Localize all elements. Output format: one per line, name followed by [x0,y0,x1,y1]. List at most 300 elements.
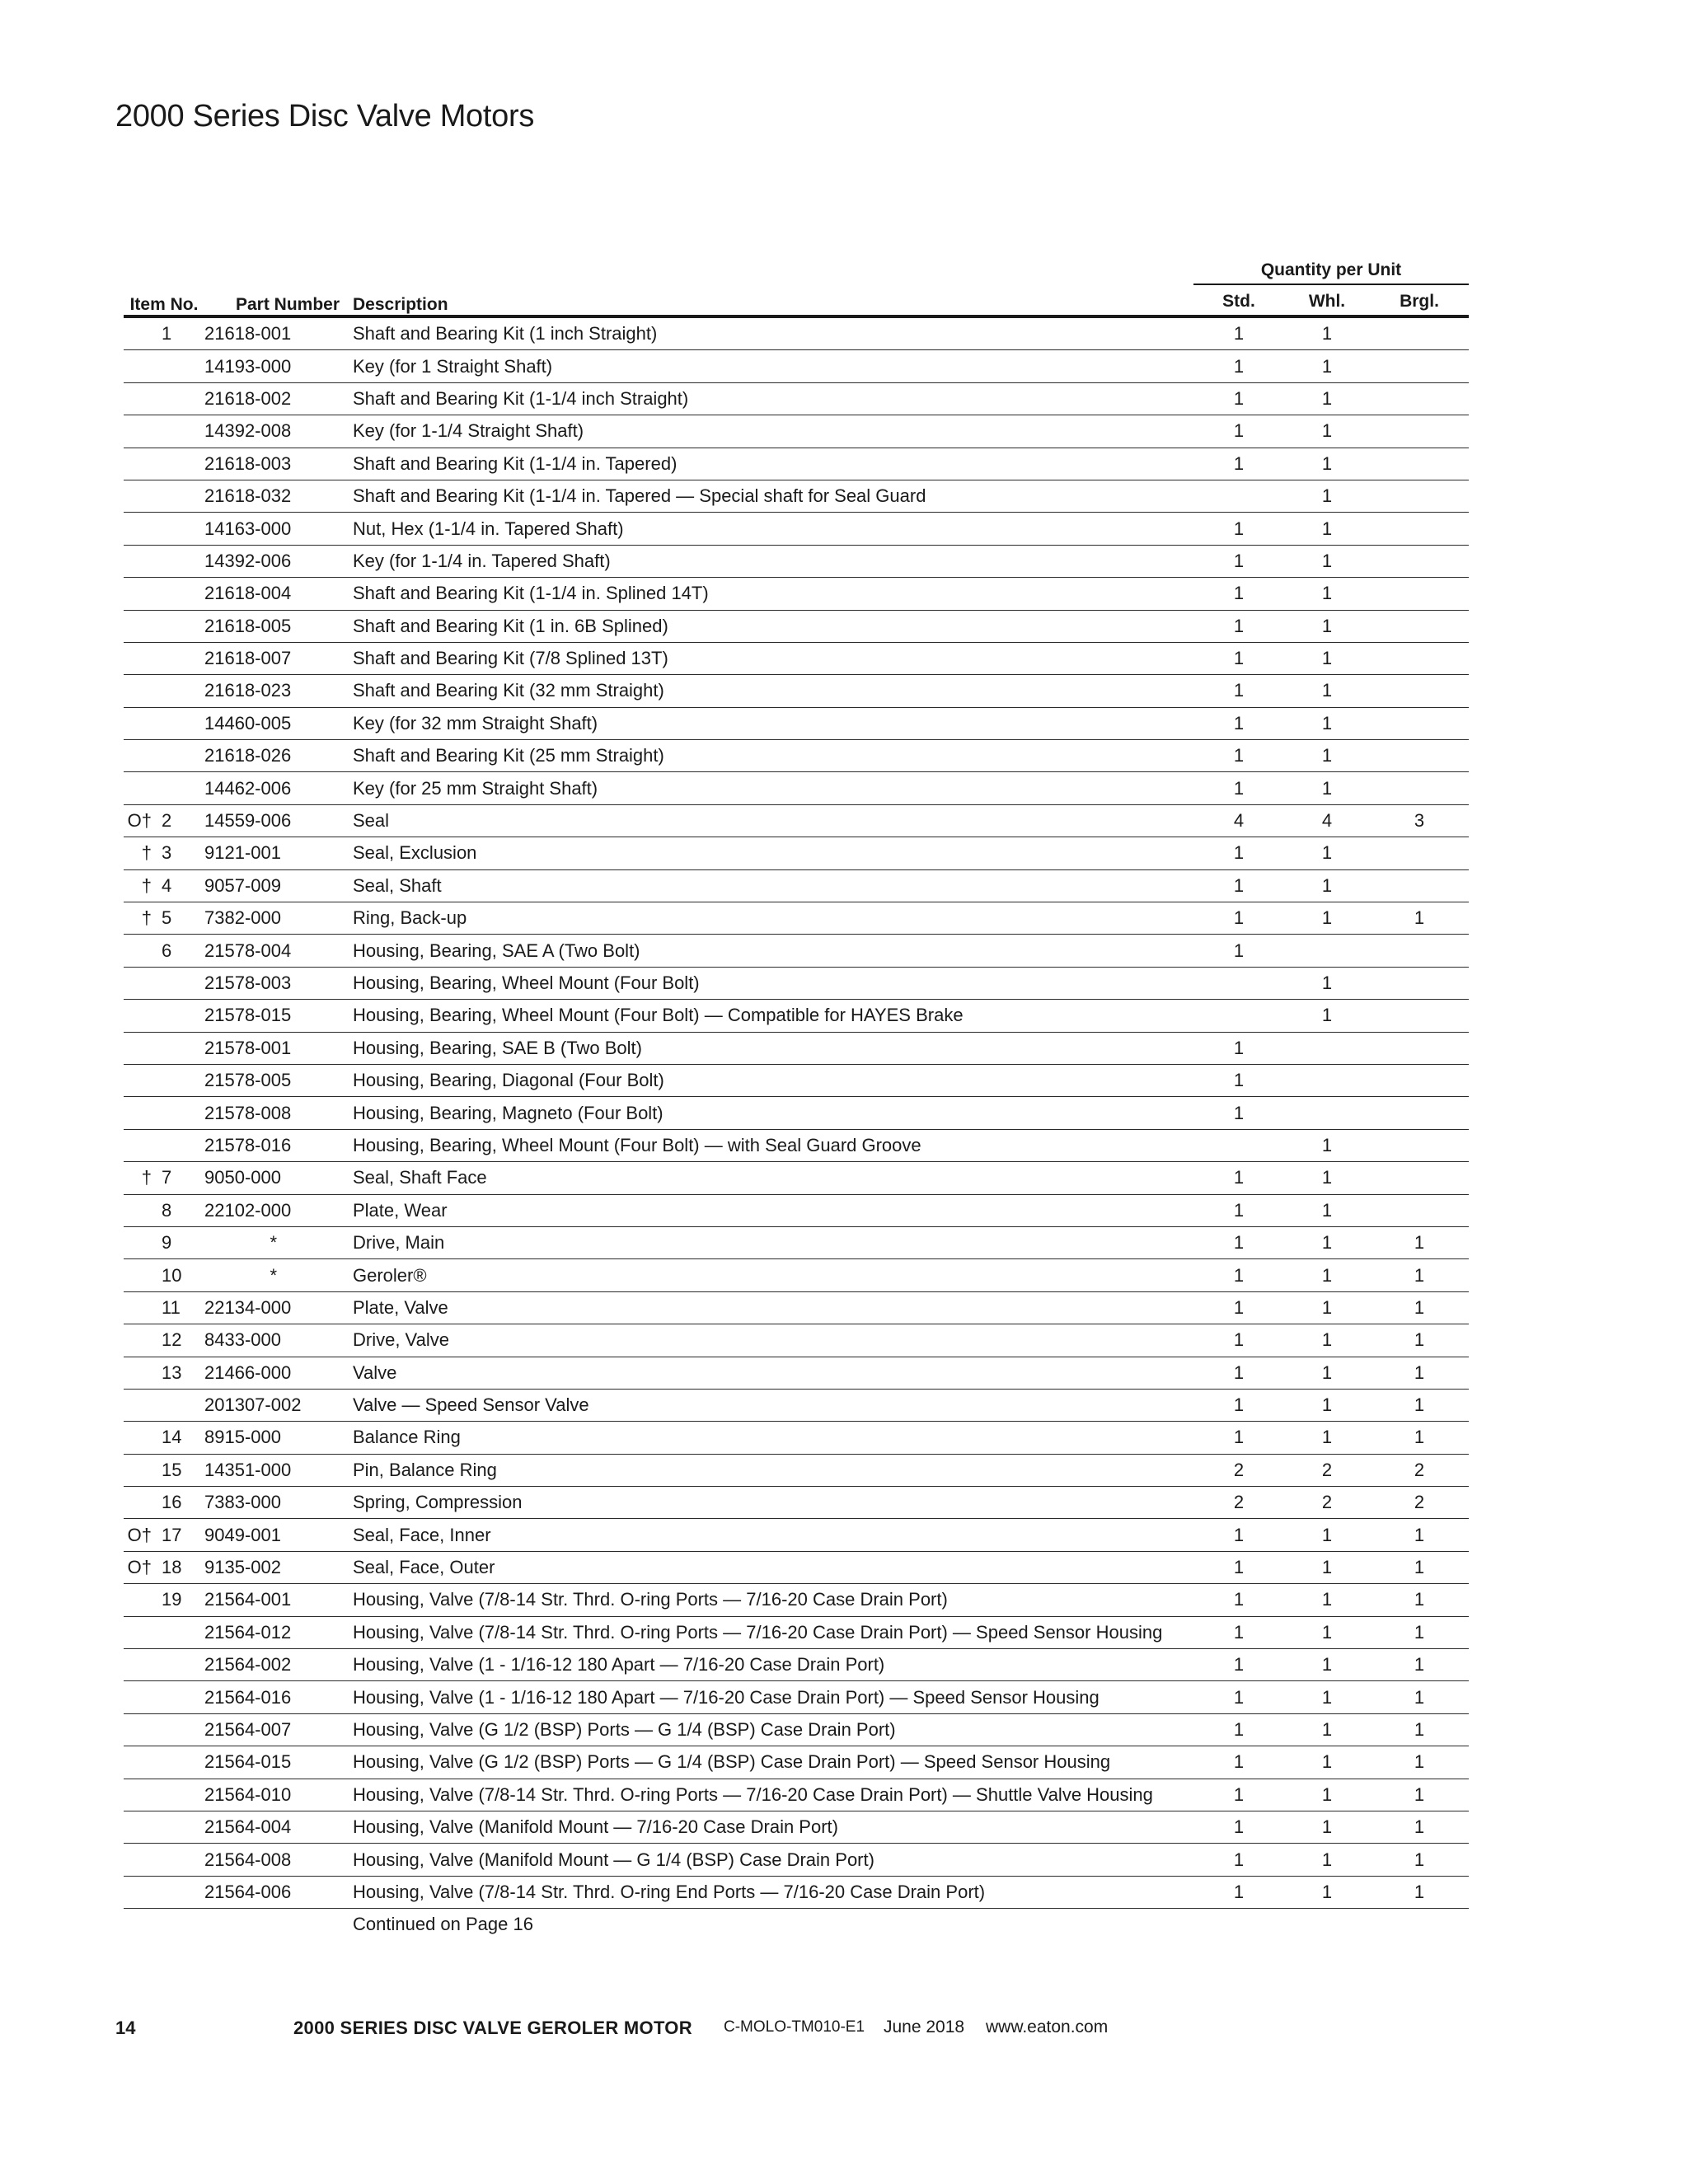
qty-whl: 1 [1284,1811,1370,1843]
part-number: 201307-002 [204,1389,346,1421]
footnote-mark [124,578,157,610]
qty-whl: 2 [1284,1454,1370,1486]
table-row [124,1584,1469,1616]
footnote-mark: O† [124,804,157,837]
footnote-mark [124,1032,157,1064]
table-row [124,967,1469,999]
item-number [157,1713,204,1746]
qty-brgl [1370,740,1469,772]
item-number: 12 [157,1324,204,1357]
footnote-mark: † [124,869,157,902]
qty-brgl [1370,382,1469,415]
qty-std: 1 [1193,545,1284,577]
qty-whl: 1 [1284,1551,1370,1583]
continued-note: Continued on Page 16 [353,1914,533,1935]
table-row [124,1129,1469,1161]
qty-std: 2 [1193,1487,1284,1519]
qty-brgl: 1 [1370,1324,1469,1357]
description: Key (for 1 Straight Shaft) [346,350,1193,382]
footnote-mark [124,415,157,448]
qty-brgl: 1 [1370,1811,1469,1843]
part-number: 21564-006 [204,1876,346,1908]
qty-whl: 1 [1284,545,1370,577]
qty-std: 1 [1193,1324,1284,1357]
qty-whl: 1 [1284,1162,1370,1194]
footnote-mark [124,1194,157,1226]
document-title: 2000 SERIES DISC VALVE GEROLER MOTOR [293,2018,692,2038]
header-item-no: Item No. [129,295,199,314]
item-number: 3 [157,837,204,869]
qty-std: 1 [1193,935,1284,967]
document-date: June 2018 [884,2018,965,2036]
item-number [157,382,204,415]
qty-std: 1 [1193,1162,1284,1194]
qty-whl: 1 [1284,1649,1370,1681]
qty-brgl [1370,967,1469,999]
description: Ring, Back-up [346,902,1193,935]
qty-brgl [1370,513,1469,545]
qty-brgl [1370,837,1469,869]
footnote-mark [124,1324,157,1357]
footnote-mark: † [124,1162,157,1194]
item-number [157,350,204,382]
description: Shaft and Bearing Kit (32 mm Straight) [346,675,1193,707]
item-number [157,1389,204,1421]
qty-std: 1 [1193,1389,1284,1421]
description: Geroler® [346,1259,1193,1291]
qty-std: 1 [1193,1194,1284,1226]
footnote-mark [124,1811,157,1843]
qty-std: 1 [1193,1779,1284,1811]
part-number: 21578-015 [204,1000,346,1032]
description: Shaft and Bearing Kit (1-1/4 in. Tapered — Special shaft for Seal Guard [346,480,1193,512]
table-row [124,1324,1469,1357]
table-row [124,1487,1469,1519]
qty-std: 1 [1193,1681,1284,1713]
footnote-mark [124,1389,157,1421]
qty-whl: 1 [1284,1357,1370,1389]
description: Key (for 32 mm Straight Shaft) [346,707,1193,739]
item-number: 13 [157,1357,204,1389]
footnote-mark [124,675,157,707]
qty-brgl: 1 [1370,1876,1469,1908]
qty-std: 1 [1193,1876,1284,1908]
part-number: 21564-015 [204,1746,346,1779]
item-number: 5 [157,902,204,935]
description: Housing, Valve (7/8-14 Str. Thrd. O-ring Ports — 7/16-20 Case Drain Port) — Shuttle Valve Housing [346,1779,1193,1811]
description: Shaft and Bearing Kit (1-1/4 in. Splined 14T) [346,578,1193,610]
qty-brgl [1370,1162,1469,1194]
qty-std: 1 [1193,740,1284,772]
description: Housing, Bearing, Wheel Mount (Four Bolt) [346,967,1193,999]
item-number [157,610,204,642]
item-number [157,1097,204,1129]
qty-whl: 1 [1284,1779,1370,1811]
table-row [124,1519,1469,1551]
qty-brgl [1370,642,1469,674]
item-number [157,1746,204,1779]
description: Pin, Balance Ring [346,1454,1193,1486]
table-row [124,1226,1469,1258]
description: Seal, Shaft Face [346,1162,1193,1194]
table-row [124,837,1469,869]
part-number: 21564-016 [204,1681,346,1713]
qty-brgl [1370,1129,1469,1161]
item-number: 7 [157,1162,204,1194]
footnote-mark [124,1616,157,1648]
qty-whl: 1 [1284,902,1370,935]
table-row [124,707,1469,739]
qty-brgl: 1 [1370,1844,1469,1876]
qty-std: 1 [1193,448,1284,480]
qty-std: 1 [1193,382,1284,415]
qty-whl: 4 [1284,804,1370,837]
description: Seal, Shaft [346,869,1193,902]
description: Nut, Hex (1-1/4 in. Tapered Shaft) [346,513,1193,545]
footnote-mark [124,1422,157,1454]
description: Spring, Compression [346,1487,1193,1519]
qty-brgl [1370,1032,1469,1064]
item-number [157,1779,204,1811]
footnote-mark: † [124,837,157,869]
footnote-mark [124,1129,157,1161]
footnote-mark [124,1291,157,1324]
table-row [124,448,1469,480]
item-number [157,967,204,999]
description: Housing, Valve (1 - 1/16-12 180 Apart — 7/16-20 Case Drain Port) — Speed Sensor Housing [346,1681,1193,1713]
table-row [124,1551,1469,1583]
footnote-mark [124,1779,157,1811]
item-number: 18 [157,1551,204,1583]
description: Drive, Main [346,1226,1193,1258]
part-number: 21618-004 [204,578,346,610]
qty-whl: 1 [1284,837,1370,869]
qty-whl [1284,1064,1370,1096]
part-number: 21466-000 [204,1357,346,1389]
qty-std: 1 [1193,1032,1284,1064]
description: Shaft and Bearing Kit (1-1/4 in. Tapered) [346,448,1193,480]
footnote-mark [124,350,157,382]
qty-whl: 1 [1284,513,1370,545]
description: Plate, Valve [346,1291,1193,1324]
table-row [124,804,1469,837]
qty-std: 1 [1193,578,1284,610]
qty-std: 1 [1193,1291,1284,1324]
qty-brgl: 1 [1370,1389,1469,1421]
part-number: 21618-003 [204,448,346,480]
part-number: 21578-005 [204,1064,346,1096]
item-number [157,772,204,804]
part-number: 9135-002 [204,1551,346,1583]
qty-brgl: 1 [1370,1779,1469,1811]
header-brgl: Brgl. [1400,292,1439,311]
qty-brgl [1370,935,1469,967]
footnote-mark [124,545,157,577]
table-row [124,1259,1469,1291]
qty-std: 1 [1193,350,1284,382]
description: Housing, Valve (G 1/2 (BSP) Ports — G 1/4 (BSP) Case Drain Port) [346,1713,1193,1746]
item-number: 14 [157,1422,204,1454]
continued-row [124,1909,1469,1941]
part-number: 14193-000 [204,350,346,382]
qty-whl: 1 [1284,1616,1370,1648]
qty-whl: 1 [1284,1226,1370,1258]
description: Housing, Valve (G 1/2 (BSP) Ports — G 1/4 (BSP) Case Drain Port) — Speed Sensor Housing [346,1746,1193,1779]
description: Drive, Valve [346,1324,1193,1357]
qty-brgl: 1 [1370,1291,1469,1324]
footnote-mark [124,1097,157,1129]
qty-whl: 1 [1284,316,1370,350]
item-number [157,707,204,739]
part-number: 21618-023 [204,675,346,707]
part-number: 14462-006 [204,772,346,804]
part-number: 21578-016 [204,1129,346,1161]
item-number: 11 [157,1291,204,1324]
footnote-mark [124,1357,157,1389]
qty-brgl [1370,448,1469,480]
parts-table-body [124,316,1469,1941]
part-number: 22134-000 [204,1291,346,1324]
qty-whl: 1 [1284,1519,1370,1551]
header-whl: Whl. [1308,292,1346,311]
item-number [157,1032,204,1064]
table-row [124,869,1469,902]
qty-std: 1 [1193,869,1284,902]
item-number: 8 [157,1194,204,1226]
item-number [157,1616,204,1648]
part-number: 8915-000 [204,1422,346,1454]
qty-std: 1 [1193,1551,1284,1583]
item-number: 19 [157,1584,204,1616]
table-row [124,642,1469,674]
part-number: 21618-001 [204,316,346,350]
qty-brgl: 1 [1370,1551,1469,1583]
qty-whl: 1 [1284,350,1370,382]
description: Housing, Bearing, SAE B (Two Bolt) [346,1032,1193,1064]
qty-whl: 1 [1284,1746,1370,1779]
part-number: 21564-012 [204,1616,346,1648]
part-number: 9049-001 [204,1519,346,1551]
footnote-mark [124,382,157,415]
part-number: * [204,1259,346,1291]
qty-whl: 1 [1284,1389,1370,1421]
table-row [124,1422,1469,1454]
description: Balance Ring [346,1422,1193,1454]
qty-brgl [1370,1097,1469,1129]
item-number [157,1064,204,1096]
qty-brgl: 1 [1370,1422,1469,1454]
qty-brgl: 1 [1370,1616,1469,1648]
qty-brgl [1370,578,1469,610]
qty-brgl [1370,316,1469,350]
qty-std: 1 [1193,415,1284,448]
qty-std: 1 [1193,1616,1284,1648]
description: Housing, Valve (Manifold Mount — G 1/4 (BSP) Case Drain Port) [346,1844,1193,1876]
qty-std: 1 [1193,707,1284,739]
qty-whl: 1 [1284,642,1370,674]
description: Housing, Bearing, Magneto (Four Bolt) [346,1097,1193,1129]
part-number: 21618-002 [204,382,346,415]
item-number [157,1811,204,1843]
description: Key (for 25 mm Straight Shaft) [346,772,1193,804]
part-number: 14460-005 [204,707,346,739]
qty-std: 1 [1193,1811,1284,1843]
table-row [124,1713,1469,1746]
header-part-number: Part Number [236,295,340,314]
description: Key (for 1-1/4 Straight Shaft) [346,415,1193,448]
table-row [124,1064,1469,1096]
description: Seal, Face, Inner [346,1519,1193,1551]
item-number: 9 [157,1226,204,1258]
table-row [124,1681,1469,1713]
qty-std: 1 [1193,1226,1284,1258]
part-number: 9050-000 [204,1162,346,1194]
qty-whl: 2 [1284,1487,1370,1519]
description: Housing, Valve (Manifold Mount — 7/16-20 Case Drain Port) [346,1811,1193,1843]
qty-brgl: 1 [1370,1681,1469,1713]
item-number [157,675,204,707]
footnote-mark [124,1844,157,1876]
part-number: 14392-006 [204,545,346,577]
part-number: 21578-003 [204,967,346,999]
table-row [124,1000,1469,1032]
qty-whl: 1 [1284,1291,1370,1324]
qty-whl: 1 [1284,578,1370,610]
description: Housing, Bearing, Wheel Mount (Four Bolt) — with Seal Guard Groove [346,1129,1193,1161]
qty-brgl: 1 [1370,1649,1469,1681]
item-number [157,480,204,512]
footnote-mark [124,513,157,545]
item-number [157,448,204,480]
qty-brgl [1370,1000,1469,1032]
qty-whl: 1 [1284,675,1370,707]
table-row [124,1649,1469,1681]
document-code: C-MOLO-TM010-E1 [724,2018,865,2036]
description: Seal, Exclusion [346,837,1193,869]
qty-whl: 1 [1284,707,1370,739]
table-row [124,545,1469,577]
qty-brgl [1370,415,1469,448]
table-row [124,1097,1469,1129]
table-row [124,1032,1469,1064]
table-row [124,772,1469,804]
qty-std: 1 [1193,1746,1284,1779]
table-row [124,350,1469,382]
qty-whl: 1 [1284,1422,1370,1454]
footnote-mark [124,316,157,350]
qty-brgl [1370,545,1469,577]
parts-list-table [124,255,1469,1941]
description: Seal [346,804,1193,837]
qty-std: 1 [1193,1649,1284,1681]
footnote-mark: † [124,902,157,935]
footnote-mark [124,1681,157,1713]
footnote-mark [124,1713,157,1746]
part-number: 7383-000 [204,1487,346,1519]
part-number: 22102-000 [204,1194,346,1226]
table-row [124,1811,1469,1843]
qty-std: 4 [1193,804,1284,837]
item-number [157,1000,204,1032]
footnote-mark [124,935,157,967]
item-number: 10 [157,1259,204,1291]
table-row [124,316,1469,350]
qty-whl: 1 [1284,382,1370,415]
item-number [157,1649,204,1681]
qty-brgl: 1 [1370,1713,1469,1746]
description: Housing, Bearing, Diagonal (Four Bolt) [346,1064,1193,1096]
footnote-mark [124,1584,157,1616]
item-number [157,1681,204,1713]
footnote-mark [124,1876,157,1908]
table-row [124,415,1469,448]
header-quantity-per-unit: Quantity per Unit [1193,255,1469,284]
qty-whl: 1 [1284,967,1370,999]
table-row [124,675,1469,707]
qty-brgl: 3 [1370,804,1469,837]
item-number [157,415,204,448]
item-number [157,1876,204,1908]
qty-whl: 1 [1284,772,1370,804]
qty-brgl: 2 [1370,1454,1469,1486]
qty-std: 1 [1193,1064,1284,1096]
qty-brgl: 1 [1370,1519,1469,1551]
part-number: 14351-000 [204,1454,346,1486]
item-number: 16 [157,1487,204,1519]
document-url[interactable]: www.eaton.com [986,2018,1109,2036]
qty-std [1193,1129,1284,1161]
footnote-mark: O† [124,1519,157,1551]
part-number: * [204,1226,346,1258]
qty-whl: 1 [1284,1129,1370,1161]
footnote-mark [124,1259,157,1291]
table-row [124,1454,1469,1486]
description: Shaft and Bearing Kit (1 in. 6B Splined) [346,610,1193,642]
description: Key (for 1-1/4 in. Tapered Shaft) [346,545,1193,577]
page-title: 2000 Series Disc Valve Motors [115,99,535,134]
header-std: Std. [1222,292,1255,311]
table-row [124,902,1469,935]
footnote-mark: O† [124,1551,157,1583]
qty-std: 1 [1193,837,1284,869]
item-number [157,578,204,610]
qty-std: 1 [1193,1844,1284,1876]
qty-whl: 1 [1284,1584,1370,1616]
qty-brgl [1370,610,1469,642]
qty-whl: 1 [1284,415,1370,448]
qty-brgl: 1 [1370,902,1469,935]
part-number: 21564-001 [204,1584,346,1616]
qty-std: 1 [1193,772,1284,804]
description: Shaft and Bearing Kit (1-1/4 inch Straight) [346,382,1193,415]
footnote-mark [124,740,157,772]
qty-std: 1 [1193,1357,1284,1389]
qty-whl [1284,1032,1370,1064]
footnote-mark [124,610,157,642]
qty-std: 2 [1193,1454,1284,1486]
item-number: 15 [157,1454,204,1486]
qty-brgl: 2 [1370,1487,1469,1519]
footnote-mark [124,1649,157,1681]
qty-brgl [1370,350,1469,382]
part-number: 21564-007 [204,1713,346,1746]
item-number [157,1844,204,1876]
part-number: 9057-009 [204,869,346,902]
item-number [157,740,204,772]
item-number [157,642,204,674]
qty-std: 1 [1193,610,1284,642]
table-row [124,1389,1469,1421]
